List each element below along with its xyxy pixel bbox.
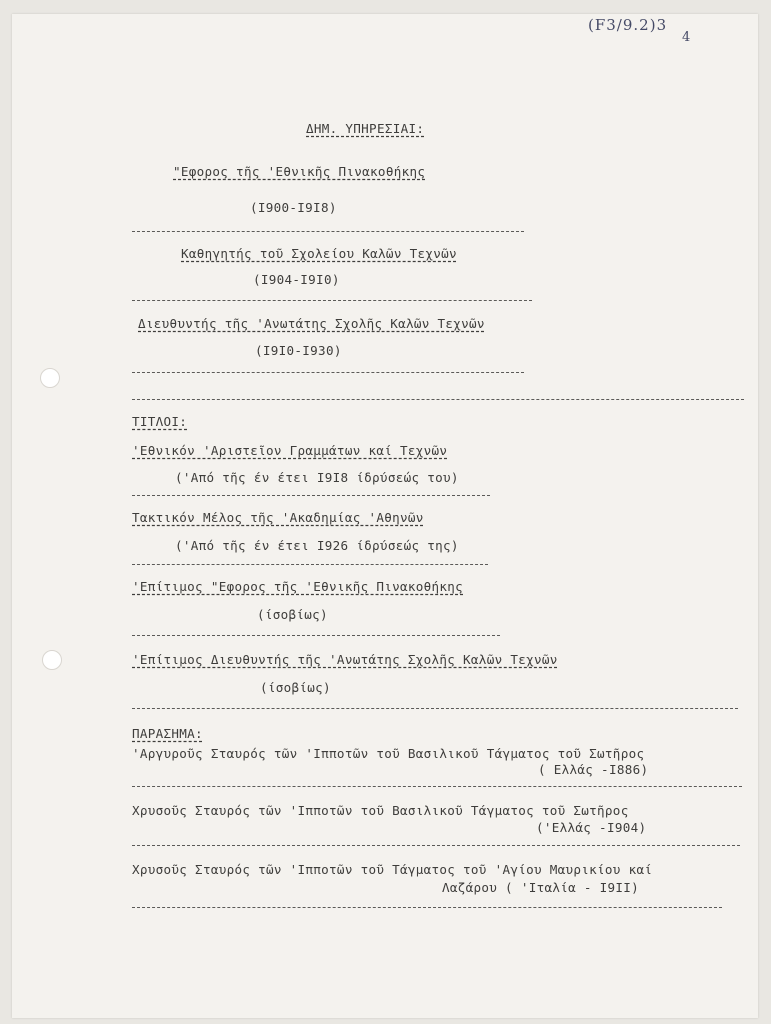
titles-heading: ΤΙΤΛΟΙ: — [132, 414, 188, 429]
divider-line — [132, 495, 490, 496]
service-role-1: "Εφορος τῆς 'Εθνικῆς Πινακοθήκης — [173, 164, 426, 179]
decoration-3-line-2: Λαζάρου ( 'Ιταλία - I9II) — [442, 880, 640, 895]
document-page — [12, 14, 758, 1018]
divider-line — [132, 845, 740, 846]
divider-line — [132, 635, 500, 636]
decoration-2-line-2: ('Ελλάς -I904) — [536, 820, 647, 835]
title-entry-3: 'Επίτιμος "Εφορος τῆς 'Εθνικῆς Πινακοθήκης — [132, 579, 464, 594]
divider-line — [132, 907, 722, 908]
section-divider-line — [132, 708, 738, 709]
divider-line — [132, 564, 488, 565]
page-number: 4 — [682, 30, 692, 45]
decoration-1-line-1: 'Αργυροῦς Σταυρός τῶν 'Ιπποτῶν τοῦ Βασιλικοῦ Τάγματος τοῦ Σωτῆρος — [132, 746, 645, 761]
divider-line — [132, 372, 524, 373]
title-note-1: ('Από τῆς έν έτει I9I8 ίδρύσεώς του) — [175, 470, 459, 485]
title-entry-4: 'Επίτιμος Διευθυντής τῆς 'Ανωτάτης Σχολῆς Καλῶν Τεχνῶν — [132, 652, 558, 667]
decoration-1-line-2: ( Ελλάς -I886) — [538, 762, 649, 777]
divider-line — [132, 231, 524, 232]
service-role-3: Διευθυντής τῆς 'Ανωτάτης Σχολῆς Καλῶν Τεχνῶν — [138, 316, 485, 331]
service-years-1: (I900-I9I8) — [250, 200, 337, 215]
decoration-3-line-1: Χρυσοῦς Σταυρός τῶν 'Ιπποτῶν τοῦ Τάγματος τοῦ 'Αγίου Μαυρικίου καί — [132, 862, 653, 877]
service-years-2: (I904-I9I0) — [253, 272, 340, 287]
title-entry-1: 'Εθνικόν 'Αριστεῖον Γραμμάτων καί Τεχνῶν — [132, 443, 448, 458]
divider-line — [132, 300, 532, 301]
punch-hole-lower — [42, 650, 62, 670]
archive-reference: (F3/9.2)3 — [588, 16, 668, 34]
divider-line — [132, 786, 742, 787]
punch-hole-upper — [40, 368, 60, 388]
decorations-heading: ΠΑΡΑΣΗΜΑ: — [132, 726, 203, 741]
title-note-2: ('Από τῆς έν έτει I926 ίδρύσεώς της) — [175, 538, 459, 553]
service-role-2: Καθηγητής τοῦ Σχολείου Καλῶν Τεχνῶν — [181, 246, 457, 261]
decoration-2-line-1: Χρυσοῦς Σταυρός τῶν 'Ιπποτῶν τοῦ Βασιλικοῦ Τάγματος τοῦ Σωτῆρος — [132, 803, 629, 818]
title-note-4: (ίσοβίως) — [260, 680, 331, 695]
public-service-heading: ΔΗΜ. ΥΠΗΡΕΣΙΑΙ: — [306, 121, 425, 136]
title-note-3: (ίσοβίως) — [257, 607, 328, 622]
title-entry-2: Τακτικόν Μέλος τῆς 'Ακαδημίας 'Αθηνῶν — [132, 510, 424, 525]
section-divider-line — [132, 399, 744, 400]
service-years-3: (I9I0-I930) — [255, 343, 342, 358]
